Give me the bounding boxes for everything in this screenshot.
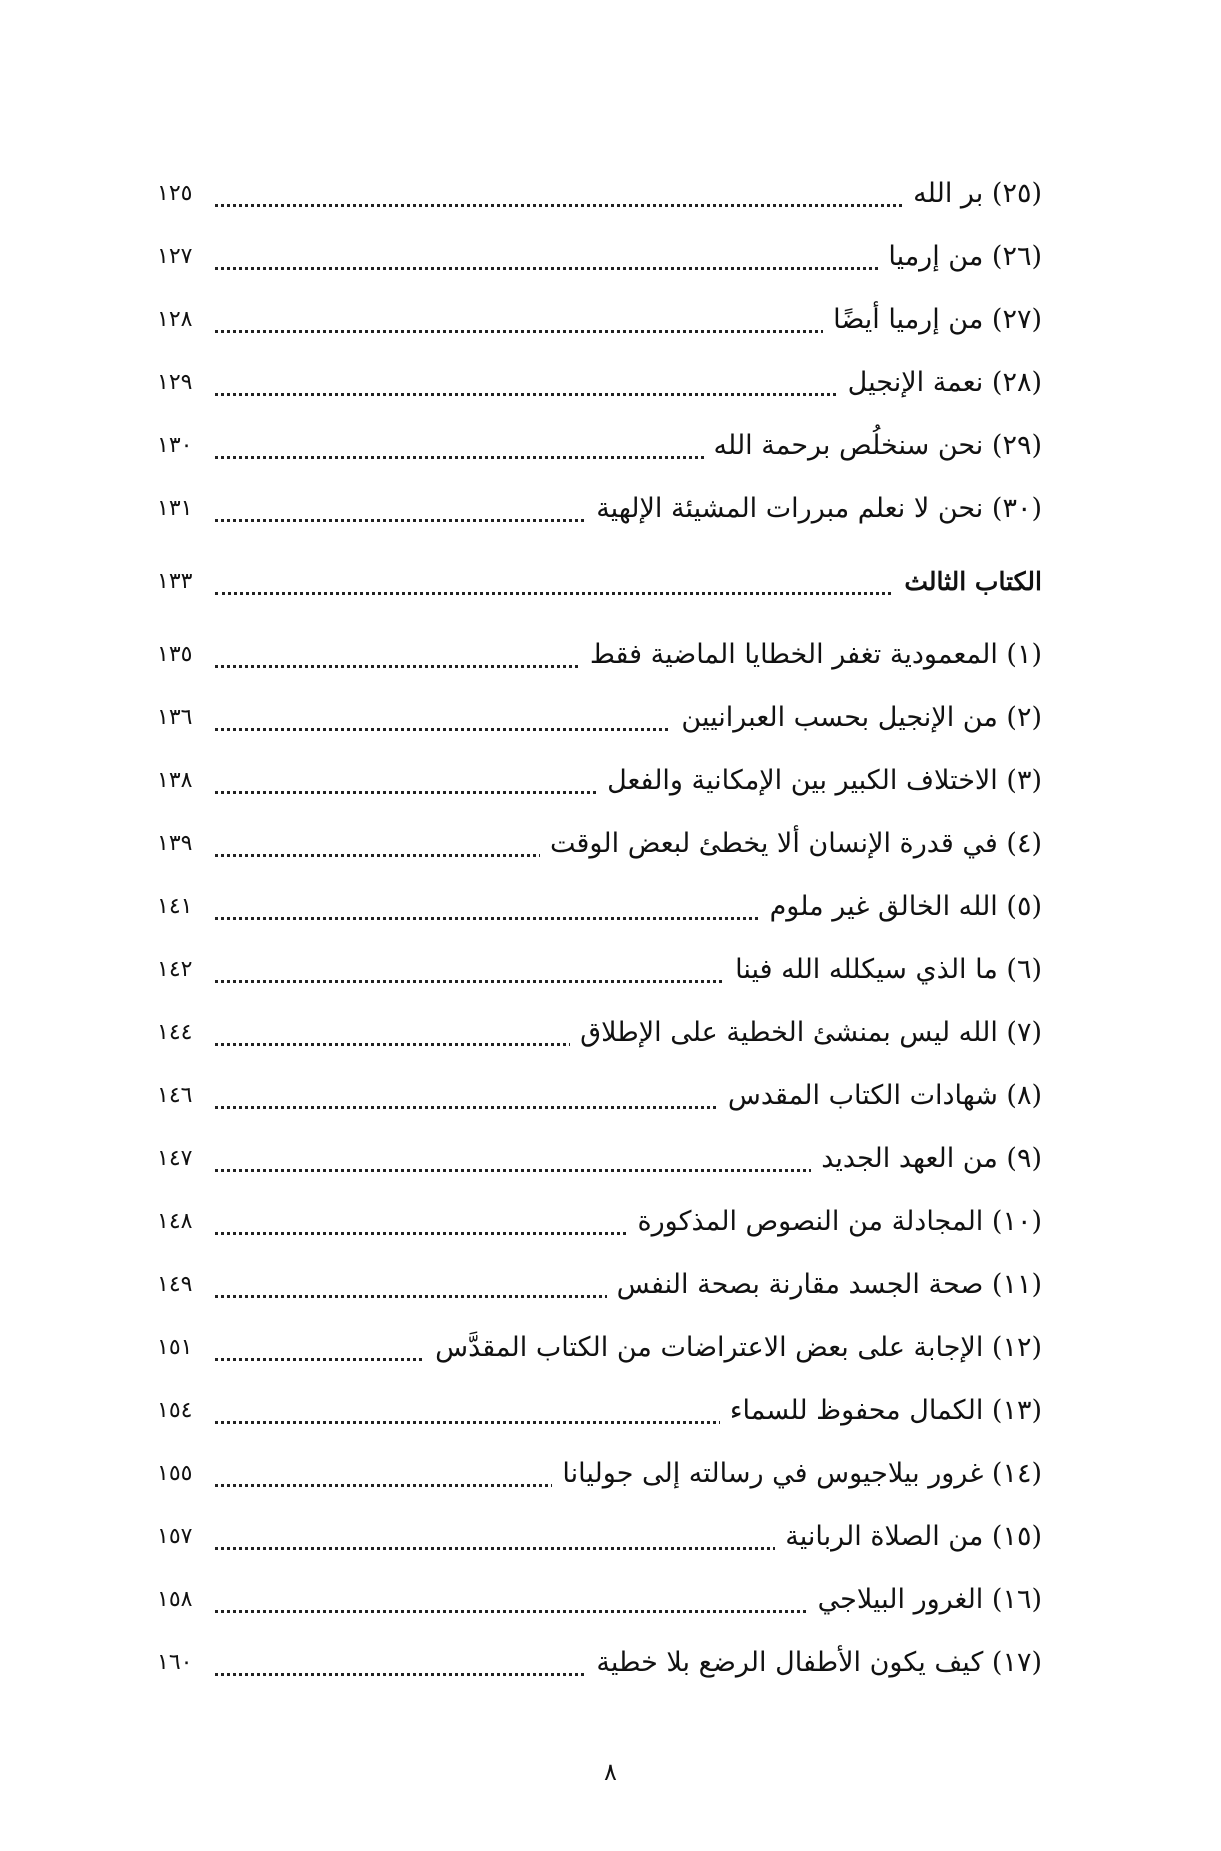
toc-entry xyxy=(157,294,1042,357)
toc-entry-page: ١٣٩ xyxy=(157,824,198,864)
toc-entry xyxy=(157,1070,1042,1133)
toc-entry-title: (٦) ما الذي سيكلله الله فينا xyxy=(725,950,1042,990)
toc-entry-page: ١٥٧ xyxy=(157,1517,198,1557)
toc-entry-title: (١٠) المجادلة من النصوص المذكورة xyxy=(627,1202,1042,1242)
toc-entry-title: (٢٩) نحن سنخلُص برحمة الله xyxy=(704,426,1042,466)
toc-entry-page: ١٣١ xyxy=(157,489,198,529)
section-title: الكتاب الثالث xyxy=(894,562,1042,602)
dot-leader xyxy=(215,204,1022,207)
toc-entry xyxy=(157,1322,1042,1385)
toc-entry xyxy=(157,629,1042,692)
toc-entry xyxy=(157,168,1042,231)
toc-entry xyxy=(157,1511,1042,1574)
toc-entry xyxy=(157,881,1042,944)
toc-entry-title: (٧) الله ليس بمنشئ الخطية على الإطلاق xyxy=(570,1013,1042,1053)
toc-entry xyxy=(157,1448,1042,1511)
toc-entry xyxy=(157,1637,1042,1700)
table-of-contents xyxy=(157,168,1042,1700)
toc-entry xyxy=(157,755,1042,818)
toc-entry-title: (١٤) غرور بيلاجيوس في رسالته إلى جوليانا xyxy=(552,1454,1042,1494)
toc-entry xyxy=(157,1196,1042,1259)
toc-entry-page: ١٤٨ xyxy=(157,1202,198,1242)
toc-entry xyxy=(157,357,1042,420)
toc-entry-page: ١٢٩ xyxy=(157,363,198,403)
toc-entry-title: (٥) الله الخالق غير ملوم xyxy=(760,887,1042,927)
toc-entry-page: ١٤٦ xyxy=(157,1076,198,1116)
toc-entry-page: ١٣٦ xyxy=(157,698,198,738)
toc-entry-title: (١٧) كيف يكون الأطفال الرضع بلا خطية xyxy=(586,1643,1042,1683)
toc-entry-title: (١٣) الكمال محفوظ للسماء xyxy=(720,1391,1042,1431)
toc-entry-page: ١٤٧ xyxy=(157,1139,198,1179)
toc-entry-page: ١٦٠ xyxy=(157,1643,198,1683)
toc-entry-page: ١٣٥ xyxy=(157,635,198,675)
toc-entry xyxy=(157,483,1042,546)
toc-entry xyxy=(157,1385,1042,1448)
toc-entry-title: (١١) صحة الجسد مقارنة بصحة النفس xyxy=(607,1265,1042,1305)
toc-entry-title: (٢٥) بر الله xyxy=(903,174,1042,214)
toc-entry-page: ١٤٩ xyxy=(157,1265,198,1305)
toc-entry xyxy=(157,692,1042,755)
toc-entry xyxy=(157,1259,1042,1322)
toc-entry xyxy=(157,1007,1042,1070)
toc-entry-page: ١٥٤ xyxy=(157,1391,198,1431)
toc-entry-page: ١٥٥ xyxy=(157,1454,198,1494)
toc-section-heading xyxy=(157,556,1042,619)
toc-entry-title: (٢٨) نعمة الإنجيل xyxy=(838,363,1042,403)
toc-entry-page: ١٣٨ xyxy=(157,761,198,801)
section-page: ١٣٣ xyxy=(157,562,198,602)
toc-entry-title: (٤) في قدرة الإنسان ألا يخطئ لبعض الوقت xyxy=(540,824,1042,864)
toc-entry xyxy=(157,1574,1042,1637)
toc-entry xyxy=(157,231,1042,294)
toc-entry xyxy=(157,420,1042,483)
toc-entry-title: (٣) الاختلاف الكبير بين الإمكانية والفعل xyxy=(597,761,1042,801)
toc-entry xyxy=(157,944,1042,1007)
toc-entry-title: (٣٠) نحن لا نعلم مبررات المشيئة الإلهية xyxy=(586,489,1042,529)
toc-entry-page: ١٢٥ xyxy=(157,174,198,214)
toc-entry-title: (١٢) الإجابة على بعض الاعتراضات من الكتاب المقدَّس xyxy=(425,1328,1042,1368)
page-number: ٨ xyxy=(604,1758,617,1786)
toc-entry-page: ١٣٠ xyxy=(157,426,198,466)
toc-entry-title: (٢٦) من إرميا xyxy=(878,237,1042,277)
toc-entry-title: (٩) من العهد الجديد xyxy=(811,1139,1042,1179)
toc-entry-title: (٢) من الإنجيل بحسب العبرانيين xyxy=(671,698,1042,738)
toc-entry-page: ١٥٨ xyxy=(157,1580,198,1620)
toc-entry-title: (٨) شهادات الكتاب المقدس xyxy=(718,1076,1042,1116)
toc-entry-page: ١٤١ xyxy=(157,887,198,927)
toc-entry-title: (١٥) من الصلاة الربانية xyxy=(775,1517,1042,1557)
toc-entry-page: ١٢٧ xyxy=(157,237,198,277)
toc-entry xyxy=(157,818,1042,881)
toc-entry-page: ١٥١ xyxy=(157,1328,198,1368)
toc-entry-page: ١٢٨ xyxy=(157,300,198,340)
toc-entry-page: ١٤٤ xyxy=(157,1013,198,1053)
toc-entry-title: (٢٧) من إرميا أيضًا xyxy=(823,300,1042,340)
toc-entry-title: (١٦) الغرور البيلاجي xyxy=(808,1580,1042,1620)
toc-entry-title: (١) المعمودية تغفر الخطايا الماضية فقط xyxy=(580,635,1042,675)
toc-entry xyxy=(157,1133,1042,1196)
toc-entry-page: ١٤٢ xyxy=(157,950,198,990)
